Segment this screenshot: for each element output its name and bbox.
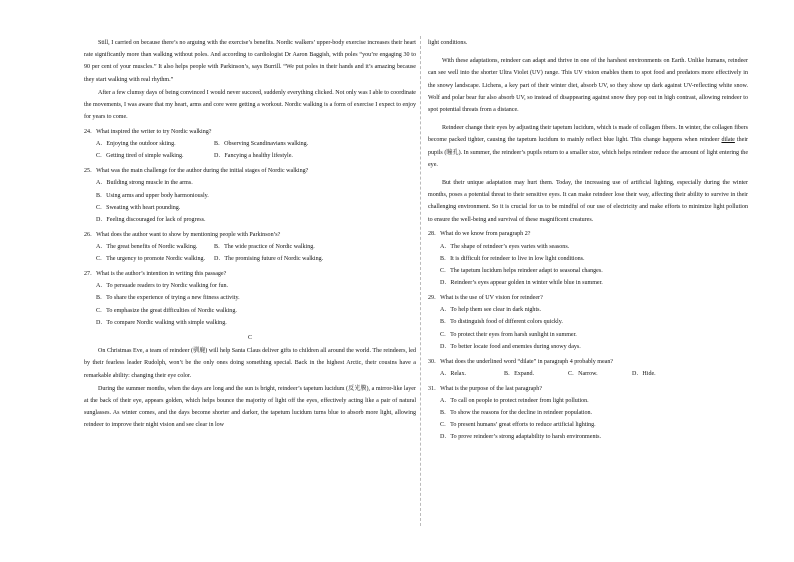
question-25 xyxy=(84,165,416,226)
option-b: B．Using arms and upper body harmoniously. xyxy=(96,192,209,199)
option-a: A．To persuade readers to try Nordic walking for fun. xyxy=(96,283,229,290)
option-row xyxy=(84,138,416,150)
option-d: D．Fancying a healthy lifestyle. xyxy=(214,153,293,160)
option-c: C．To present humans’ great efforts to reduce artificial lighting. xyxy=(440,422,596,429)
question-30 xyxy=(428,356,748,380)
option-a: A．Enjoying the outdoor skiing. xyxy=(96,141,176,148)
option-a: A．The shape of reindeer’s eyes varies with seasons. xyxy=(440,243,570,250)
option-d: D．Feeling discouraged for lack of progress. xyxy=(96,216,206,223)
paragraph: But their unique adaptation may hurt them. Today, the increasing use of artificial lighting, especially during the winter months, poses a potential threat to their sensitive eyes. It can make reindeer lose their way, affecting their ability to survive in their challenging environment. So it is crucial for us to be mindful of our use of electricity and make efforts to minimize light pollution to ensure the well-being and survival of these magnificent creatures. xyxy=(428,180,748,223)
option-b: B．To show the reasons for the decline in reindeer population. xyxy=(440,410,593,417)
option-d: D．Hide. xyxy=(632,370,656,377)
paragraph: During the summer months, when the days are long and the sun is bright, reindeer’s tapetum lucidum (反光膜), a mirror-like layer at the back of their eye, appears golden, which helps bounce the majority of light off the eyes, effectively acting like a pair of natural sunglasses. As winter comes, and the days become shorter and darker, the tapetum lucidum turns blue to absorb more light, allowing reindeer to improve their night vision and see clear in low xyxy=(84,385,416,429)
question-28 xyxy=(428,228,748,289)
right-column xyxy=(428,37,748,444)
option-c: C．To protect their eyes from harsh sunlight in summer. xyxy=(440,331,577,338)
question-24 xyxy=(84,126,416,163)
paragraph: After a few clumsy days of being convinced I would never succeed, suddenly everything clicked. Not only was I able to coordinate the movements, I was aware that my heart, arms and core were getting a workout. Nordic walking is a form of exercise I expect to enjoy for years to come. xyxy=(84,89,416,121)
option-c: C．Sweating with heart pounding. xyxy=(96,204,181,211)
option-b: B．Expand. xyxy=(504,370,535,377)
option-d: D．To prove reindeer’s strong adaptability to harsh environments. xyxy=(440,434,602,441)
question-stem: 25．What was the main challenge for the author during the initial stages of Nordic walking? xyxy=(84,168,309,175)
section-heading: C xyxy=(247,334,253,341)
option-b: B．It is difficult for reindeer to live in low light conditions. xyxy=(440,255,585,262)
question-27 xyxy=(84,268,416,329)
option-b: B．The wide practice of Nordic walking. xyxy=(214,243,315,250)
option-d: D．Reindeer’s eyes appear golden in winter while blue in summer. xyxy=(440,280,603,287)
option-d: D．The promising future of Nordic walking. xyxy=(214,256,324,263)
option-c: C．To emphasize the great difficulties of Nordic walking. xyxy=(96,307,237,314)
question-29 xyxy=(428,292,748,353)
paragraph: light conditions. xyxy=(428,40,468,46)
question-31 xyxy=(428,383,748,444)
question-stem: 31．What is the purpose of the last paragraph? xyxy=(428,385,543,392)
paragraph: Still, I carried on because there’s no arguing with the exercise’s benefits. Nordic walkers’ upper-body exercise increases their heart rate significantly more than walking without poles. And according to cardiologist Dr Aaron Baggish, with poles “you’re engaging 30 to 90 per cent of your muscles.” It also helps people with Parkinson’s, says Burrill. “We put poles in their hands and it’s amazing because they start walking with real rhythm.” xyxy=(84,40,416,83)
underlined-word: dilate xyxy=(721,137,735,144)
option-c: C．The urgency to promote Nordic walking. xyxy=(96,256,206,263)
option-row xyxy=(84,241,416,253)
option-row xyxy=(84,253,416,265)
text-run: Reindeer change their eyes by adjusting their tapetum lucidum, which is made of collagen fibers. In winter, the collagen fibers become packed tighter, causing the tapetum lucidum to mainly reflect blue light. This change happens when reindeer xyxy=(428,125,748,144)
option-d: D．To better locate food and enemies during snowy days. xyxy=(440,343,581,350)
column-divider xyxy=(420,36,421,526)
option-b: B．To distinguish food of different colors quickly. xyxy=(440,319,563,326)
option-d: D．To compare Nordic walking with simple walking. xyxy=(96,319,227,326)
option-c: C．Getting tired of simple walking. xyxy=(96,153,184,160)
question-stem: 26．What does the author want to show by mentioning people with Parkinson’s? xyxy=(84,231,281,238)
option-row xyxy=(84,150,416,162)
left-column xyxy=(84,37,416,432)
paragraph xyxy=(428,122,748,171)
question-stem: 28．What do we know from paragraph 2? xyxy=(428,231,531,238)
option-a: A．The great benefits of Nordic walking. xyxy=(96,243,198,250)
paragraph: On Christmas Eve, a team of reindeer (驯鹿) will help Santa Claus deliver gifts to children all around the world. The reindeers, led by their fearless leader Rudolph, won’t be the only ones doing something special. Back in the highest Arctic, their cousins have a remarkable ability: changing their eye color. xyxy=(84,348,416,379)
option-b: B．To share the experience of trying a new fitness activity. xyxy=(96,295,240,302)
text-run: their pupils (瞳孔). In summer, the reindeer’s pupils return to a smaller size, which helps reindeer reduce the amount of light entering the eye. xyxy=(428,137,749,168)
question-stem: 24．What inspired the writer to try Nordic walking? xyxy=(84,128,212,135)
option-a: A．To call on people to protect reindeer from light pollution. xyxy=(440,397,589,404)
option-a: A．Building strong muscle in the arms. xyxy=(96,180,193,187)
option-c: C．The tapetum lucidum helps reindeer adapt to seasonal changes. xyxy=(440,268,603,275)
option-row xyxy=(428,368,748,380)
option-c: C．Narrow. xyxy=(568,370,598,377)
question-26 xyxy=(84,229,416,266)
paragraph: With these adaptations, reindeer can adapt and thrive in one of the harshest environments on Earth. Unlike humans, reindeer can see well into the shorter Ultra Violet (UV) range. This UV vision enables them to spot food and predators more effectively in the snowy landscape. Lichens, a key part of their winter diet, absorb UV, so they show up dark against UV-reflecting white snow. Wolf and polar bear fur also absorb UV, so instead of disappearing against snow they pop out in high contrast, allowing reindeer to spot potential threats from a distance. xyxy=(428,58,748,114)
question-stem: 30．What does the underlined word “dilate” in paragraph 4 probably mean? xyxy=(428,358,614,365)
option-a: A．To help them see clear in dark nights. xyxy=(440,307,542,314)
question-stem: 27．What is the author’s intention in writing this passage? xyxy=(84,270,227,277)
question-stem: 29．What is the use of UV vision for reindeer? xyxy=(428,295,543,302)
option-a: A．Relax. xyxy=(440,370,467,377)
option-b: B．Observing Scandinavians walking. xyxy=(214,141,309,148)
